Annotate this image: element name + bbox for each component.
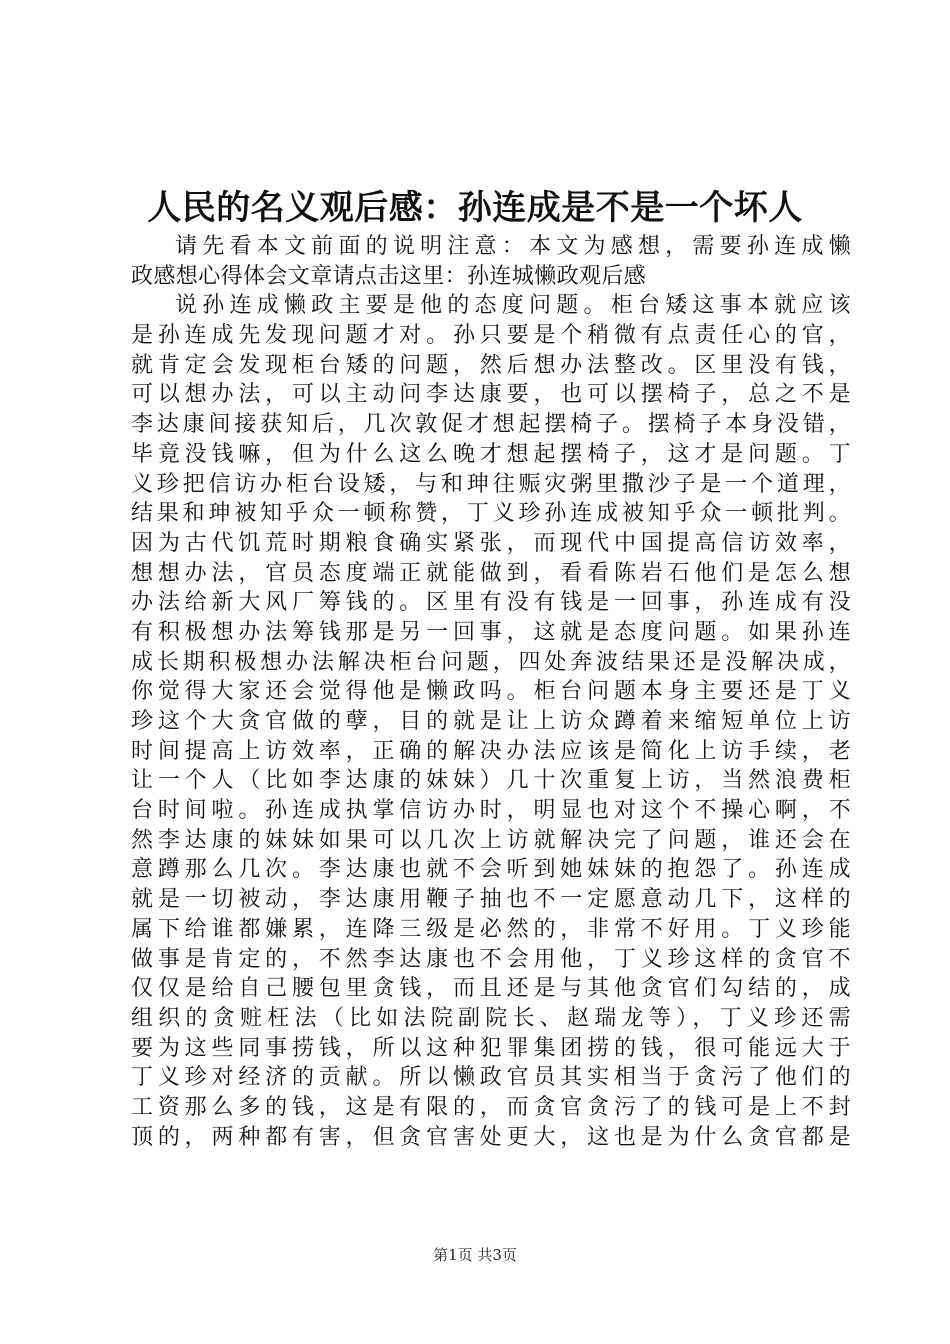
document-body [131, 232, 851, 1212]
text-line: 毕竟没钱嘛，但为什么这么晚才想起摆椅子，这才是问题。丁 [131, 441, 851, 467]
text-line: 意蹲那么几次。李达康也就不会听到她妹妹的抱怨了。孙连成 [131, 857, 851, 883]
text-line: 李达康间接获知后，几次敦促才想起摆椅子。摆椅子本身没错， [131, 412, 851, 438]
text-line: 想想办法，官员态度端正就能做到，看看陈岩石他们是怎么想 [131, 560, 851, 586]
text-line: 珍这个大贪官做的孽，目的就是让上访众蹲着来缩短单位上访 [131, 709, 851, 734]
text-line: 仅仅是给自己腰包里贪钱，而且还是与其他贪官们勾结的，成 [131, 976, 851, 1002]
text-line: 组织的贪赃枉法（比如法院副院长、赵瑞龙等），丁义珍还需 [131, 1005, 851, 1031]
text-line [131, 1182, 851, 1212]
text-line: 就肯定会发现柜台矮的问题，然后想办法整改。区里没有钱， [131, 352, 851, 378]
text-line: 是孙连成先发现问题才对。孙只要是个稍微有点责任心的官， [131, 323, 851, 349]
text-line: 成长期积极想办法解决柜台问题，四处奔波结果还是没解决成， [131, 649, 851, 675]
text-line: 就是一切被动，李达康用鞭子抽也不一定愿意动几下，这样的 [131, 887, 851, 913]
text-line: 可以想办法，可以主动问李达康要，也可以摆椅子，总之不是 [131, 382, 851, 408]
text-line: 时间提高上访效率，正确的解决办法应该是简化上访手续，老 [131, 738, 851, 764]
text-line: 工资那么多的钱，这是有限的，而贪官贪污了的钱可是上不封 [131, 1094, 851, 1120]
text-line: 然李达康的妹妹如果可以几次上访就解决完了问题，谁还会在 [131, 827, 851, 853]
page-number: 第1页 共3页 [433, 1246, 517, 1264]
text-line: 让一个人（比如李达康的妹妹）几十次重复上访，当然浪费柜 [131, 768, 851, 794]
text-line: 顶的，两种都有害，但贪官害处更大，这也是为什么贪官都是 [131, 1124, 851, 1150]
document-title: 人民的名义观后感：孙连成是不是一个坏人 [147, 188, 803, 228]
text-line: 说孙连成懒政主要是他的态度问题。柜台矮这事本就应该 [175, 293, 851, 319]
text-line: 请先看本文前面的说明注意：本文为感想，需要孙连成懒 [175, 234, 851, 259]
text-line: 做事是肯定的，不然李达康也不会用他，丁义珍这样的贪官不 [131, 946, 851, 972]
text-line: 义珍把信访办柜台设矮，与和珅往赈灾粥里撒沙子是一个道理， [131, 471, 851, 497]
text-line: 办法给新大风厂筹钱的。区里有没有钱是一回事，孙连成有没 [131, 590, 851, 616]
text-line: 要为这些同事捞钱，所以这种犯罪集团捞的钱，很可能远大于 [131, 1035, 851, 1061]
text-line [131, 1152, 851, 1182]
text-line: 你觉得大家还会觉得他是懒政吗。柜台问题本身主要还是丁义 [131, 679, 851, 705]
text-line: 政感想心得体会文章请点击这里：孙连城懒政观后感 [131, 263, 647, 289]
text-line: 结果和珅被知乎众一顿称赞，丁义珍孙连成被知乎众一顿批判。 [131, 501, 851, 527]
text-line: 台时间啦。孙连成执掌信访办时，明显也对这个不操心啊，不 [131, 798, 851, 824]
text-line: 因为古代饥荒时期粮食确实紧张，而现代中国提高信访效率， [131, 530, 851, 556]
text-line: 属下给谁都嫌累，连降三级是必然的，非常不好用。丁义珍能 [131, 916, 851, 942]
text-line: 丁义珍对经济的贡献。所以懒政官员其实相当于贪污了他们的 [131, 1065, 851, 1091]
text-line: 有积极想办法筹钱那是另一回事，这就是态度问题。如果孙连 [131, 619, 851, 645]
